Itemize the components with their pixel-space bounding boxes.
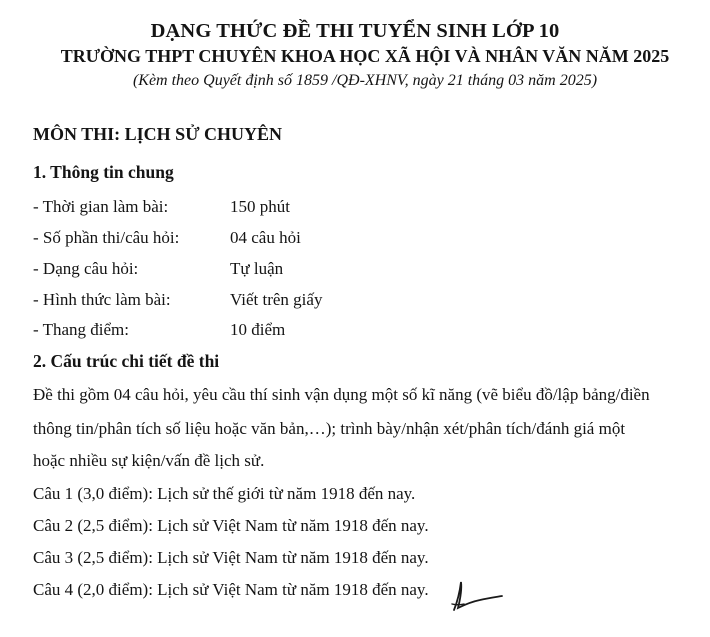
info-value: 150 phút (230, 197, 290, 216)
section-2-title: 2. Cấu trúc chi tiết đề thi (33, 351, 220, 371)
info-value: 04 câu hỏi (230, 228, 301, 247)
info-label: - Thang điểm: (33, 320, 129, 339)
subject-heading: MÔN THI: LỊCH SỬ CHUYÊN (33, 124, 283, 144)
question-item: Câu 2 (2,5 điểm): Lịch sử Việt Nam từ năm 1918 đến nay. (33, 516, 429, 535)
question-item: Câu 3 (2,5 điểm): Lịch sử Việt Nam từ năm 1918 đến nay. (33, 548, 429, 567)
paragraph-line: thông tin/phân tích số liệu hoặc văn bản,…); trình bày/nhận xét/phân tích/đánh giá một (33, 419, 626, 438)
document-title: DẠNG THỨC ĐỀ THI TUYỂN SINH LỚP 10 (150, 20, 560, 42)
question-item: Câu 4 (2,0 điểm): Lịch sử Việt Nam từ năm 1918 đến nay. (33, 580, 429, 599)
school-title: TRƯỜNG THPT CHUYÊN KHOA HỌC XÃ HỘI VÀ NHÂN VĂN NĂM 2025 (60, 46, 670, 66)
decision-reference: (Kèm theo Quyết định số 1859 /QĐ-XHNV, ngày 21 tháng 03 năm 2025) (132, 72, 598, 89)
info-value: Viết trên giấy (230, 290, 323, 309)
paragraph-line: hoặc nhiều sự kiện/vấn đề lịch sử. (33, 451, 265, 470)
section-1-title: 1. Thông tin chung (33, 162, 174, 182)
info-label: - Hình thức làm bài: (33, 290, 171, 309)
question-item: Câu 1 (3,0 điểm): Lịch sử thế giới từ năm 1918 đến nay. (33, 484, 416, 503)
info-value: 10 điểm (230, 320, 286, 339)
signature-mark (446, 578, 506, 618)
info-label: - Số phần thi/câu hỏi: (33, 228, 180, 247)
info-label: - Thời gian làm bài: (33, 197, 169, 216)
paragraph-line: Đề thi gồm 04 câu hỏi, yêu cầu thí sinh vận dụng một số kĩ năng (vẽ biểu đồ/lập bảng/điền (33, 385, 650, 404)
info-value: Tự luận (230, 259, 284, 278)
info-label: - Dạng câu hỏi: (33, 259, 139, 278)
